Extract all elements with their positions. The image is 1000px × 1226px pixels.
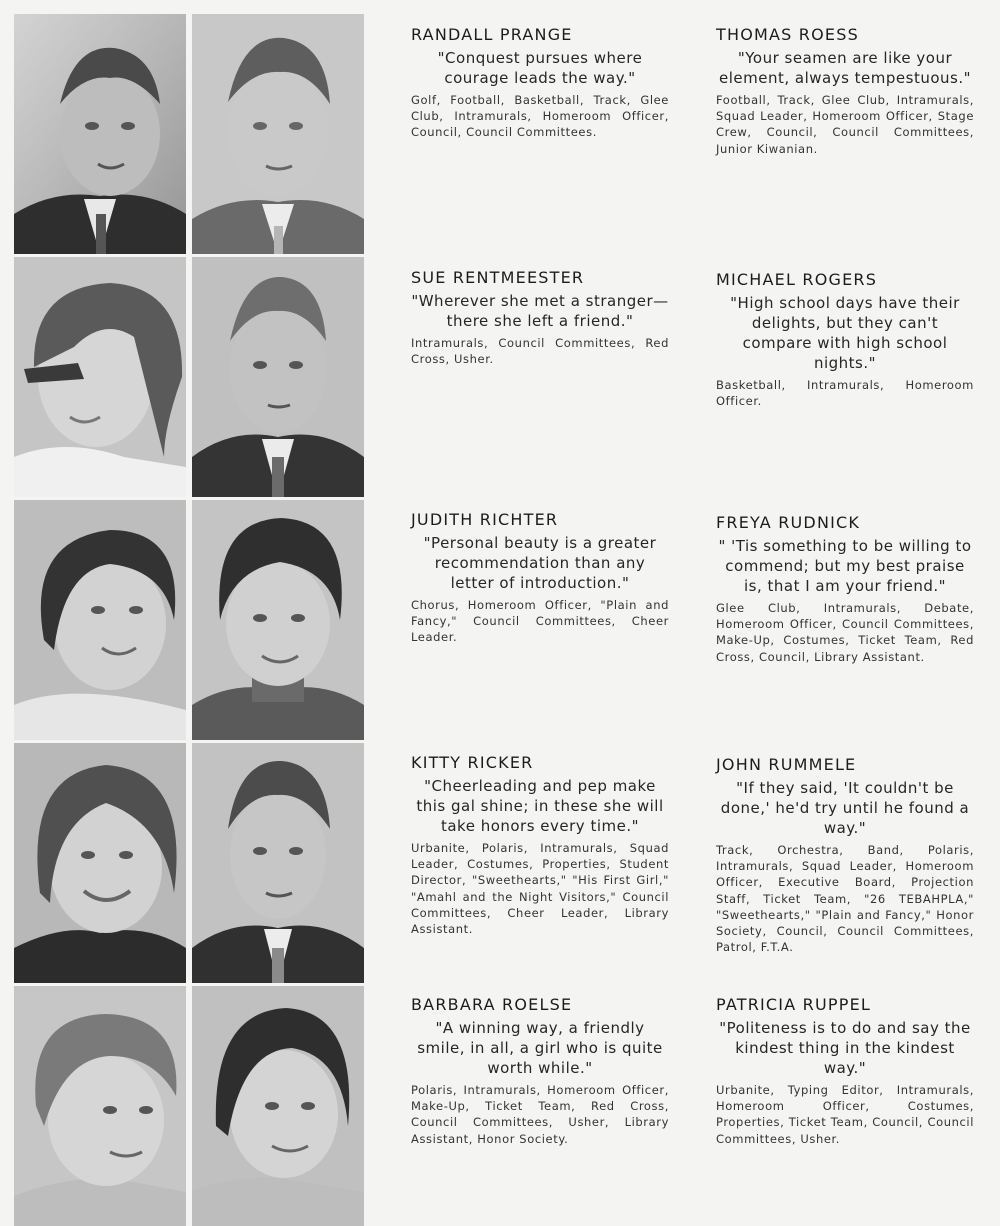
student-name: JUDITH RICHTER [411, 510, 559, 529]
portrait-row [14, 986, 364, 1226]
student-quote: "High school days have their delights, but they can't compare with high school nights." [730, 294, 960, 372]
student-name: MICHAEL ROGERS [716, 270, 878, 289]
student-activities: Glee Club, Intramurals, Debate, Homeroom Officer, Council Committees, Make-Up, Costumes, Ticket Team, Red Cross, Council, Library Assistant. [716, 601, 974, 664]
portrait-row [14, 257, 364, 497]
student-name: KITTY RICKER [411, 753, 534, 772]
portrait-row [14, 500, 364, 740]
student-quote: "Your seamen are like your element, always tempestuous." [718, 49, 971, 87]
senior-entry [411, 753, 669, 937]
student-activities: Golf, Football, Basketball, Track, Glee Club, Intramurals, Homeroom Officer, Council, Council Committees. [411, 93, 669, 140]
senior-entry [716, 995, 974, 1147]
portrait-thomas-roess [192, 14, 364, 254]
student-quote: "Politeness is to do and say the kindest thing in the kindest way." [719, 1019, 971, 1077]
student-name: FREYA RUDNICK [716, 513, 861, 532]
student-activities: Track, Orchestra, Band, Polaris, Intramurals, Squad Leader, Homeroom Officer, Executive Board, Projection Staff, Ticket Team, "26 TEBAHPLA," "Sweethearts," "Plain and Fancy," Honor Society, Council, Council Committees, Patrol, F.T.A. [716, 843, 974, 955]
senior-entry [716, 25, 974, 157]
student-quote: "Conquest pursues where courage leads the way." [437, 49, 643, 87]
portrait-randall-prange [14, 14, 186, 254]
portrait-patricia-ruppel [192, 986, 364, 1226]
student-quote: "Wherever she met a stranger—there she left a friend." [411, 292, 669, 330]
student-activities: Polaris, Intramurals, Homeroom Officer, Make-Up, Ticket Team, Red Cross, Council Committees, Usher, Library Assistant, Honor Society. [411, 1083, 669, 1146]
student-quote: "Personal beauty is a greater recommendation than any letter of introduction." [423, 534, 657, 592]
student-activities: Football, Track, Glee Club, Intramurals, Squad Leader, Homeroom Officer, Stage Crew, Council, Council Committees, Junior Kiwanian. [716, 93, 974, 156]
student-name: JOHN RUMMELE [716, 755, 857, 774]
student-name: RANDALL PRANGE [411, 25, 573, 44]
senior-entry [716, 270, 974, 409]
portrait-judith-richter [14, 500, 186, 740]
student-quote: "If they said, 'It couldn't be done,' he'd try until he found a way." [720, 779, 970, 837]
senior-entry [411, 510, 669, 646]
student-activities: Urbanite, Typing Editor, Intramurals, Homeroom Officer, Costumes, Properties, Ticket Team, Council, Council Committees, Usher. [716, 1083, 974, 1146]
student-activities: Basketball, Intramurals, Homeroom Officer. [716, 378, 974, 409]
senior-entry [716, 513, 974, 665]
student-name: BARBARA ROELSE [411, 995, 573, 1014]
student-name: SUE RENTMEESTER [411, 268, 585, 287]
student-activities: Intramurals, Council Committees, Red Cross, Usher. [411, 336, 669, 367]
senior-entry [716, 755, 974, 955]
portrait-sue-rentmeester [14, 257, 186, 497]
senior-entry [411, 25, 669, 141]
portrait-john-rummele [192, 743, 364, 983]
portrait-barbara-roelse [14, 986, 186, 1226]
portrait-row [14, 14, 364, 254]
student-name: THOMAS ROESS [716, 25, 859, 44]
portrait-kitty-ricker [14, 743, 186, 983]
portrait-freya-rudnick [192, 500, 364, 740]
senior-entry [411, 995, 669, 1147]
student-name: PATRICIA RUPPEL [716, 995, 872, 1014]
student-quote: "A winning way, a friendly smile, in all, a girl who is quite worth while." [417, 1019, 663, 1077]
senior-entry [411, 268, 669, 367]
student-quote: " 'Tis something to be willing to commend; but my best praise is, that I am your friend." [718, 537, 972, 595]
student-activities: Chorus, Homeroom Officer, "Plain and Fancy," Council Committees, Cheer Leader. [411, 598, 669, 645]
student-quote: "Cheerleading and pep make this gal shine; in these she will take honors every time." [416, 777, 664, 835]
portrait-michael-rogers [192, 257, 364, 497]
portrait-row [14, 743, 364, 983]
student-activities: Urbanite, Polaris, Intramurals, Squad Leader, Costumes, Properties, Student Director, "Sweethearts," "His First Girl," "Amahl and the Night Visitors," Council Committees, Cheer Leader, Library Assistant. [411, 841, 669, 937]
